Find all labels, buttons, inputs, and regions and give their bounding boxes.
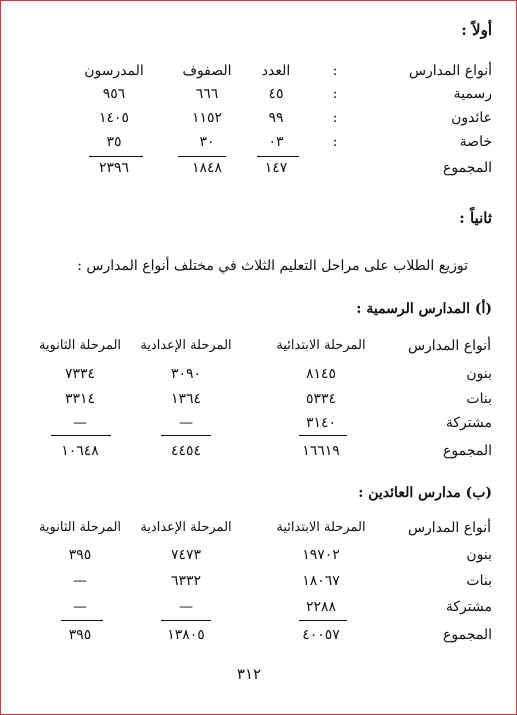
tableA-title: (أ) المدارس الرسمية :	[356, 301, 492, 317]
total-rule	[161, 620, 211, 621]
tableA-total-label: المجموع	[443, 443, 492, 459]
total-rule	[51, 435, 111, 436]
s1-row-sep: :	[332, 86, 338, 102]
tableB-row-label: مشتركة	[445, 599, 492, 615]
s1-total-teachers: ٢٣٩٦	[98, 160, 130, 176]
s1-header-type: أنواع المدارس	[408, 63, 492, 79]
total-rule	[161, 435, 211, 436]
s1-row-sep: :	[332, 134, 338, 150]
s1-row-label: عائدون	[451, 110, 492, 126]
tableB-title: (ب) مدارس العائدين :	[358, 485, 492, 501]
total-rule	[299, 435, 347, 436]
tableB-header-secondary: المرحلة الثانوية	[38, 520, 122, 535]
tableB-total-primary: ٤٠٠٥٧	[302, 627, 340, 643]
tableA-row-primary: ٨١٤٥	[305, 366, 337, 382]
tableB-row-label: بنات	[466, 573, 492, 589]
tableA-row-secondary: ٧٣٣٤	[64, 366, 96, 382]
tableA-total-primary: ١٦٦١٩	[302, 443, 340, 459]
s1-row-teachers: ١٤٠٥	[98, 110, 130, 126]
tableA-row-prep: —	[179, 415, 193, 431]
s1-row-classes: ٦٦٦	[195, 86, 219, 102]
tableB-row-prep: ٧٤٧٣	[170, 547, 202, 563]
total-rule	[257, 156, 299, 157]
s1-row-teachers: ٩٥٦	[102, 86, 126, 102]
tableA-header-prep: المرحلة الإعدادية	[140, 338, 232, 353]
tableA-row-prep: ١٣٦٤	[170, 391, 202, 407]
tableA-row-label: بنات	[466, 391, 492, 407]
tableB-header-type: أنواع المدارس	[407, 520, 491, 536]
tableB-row-prep: ٦٣٣٢	[170, 573, 202, 589]
tableB-total-prep: ١٣٨٠٥	[167, 627, 205, 643]
tableB-header-primary: المرحلة الابتدائية	[276, 520, 366, 535]
tableA-total-prep: ٤٤٥٤	[170, 443, 202, 459]
s1-row-label: رسمية	[453, 86, 492, 102]
s1-total-label: المجموع	[443, 160, 492, 176]
s1-row-count: ٠٣	[268, 134, 284, 150]
tableB-row-primary: ١٩٧٠٢	[302, 547, 340, 563]
tableB-row-primary: ١٨٠٦٧	[302, 573, 340, 589]
tableA-total-secondary: ١٠٦٤٨	[61, 443, 99, 459]
tableB-row-secondary: —	[73, 599, 87, 615]
s1-row-label: خاصة	[459, 134, 492, 150]
s1-total-count: ١٤٧	[264, 160, 288, 176]
total-rule	[61, 620, 103, 621]
tableA-row-label: بنون	[466, 366, 492, 382]
tableA-header-secondary: المرحلة الثانوية	[38, 338, 122, 353]
tableB-row-secondary: —	[73, 573, 87, 589]
tableB-total-secondary: ٣٩٥	[68, 627, 92, 643]
s1-row-classes: ٣٠	[199, 134, 215, 150]
tableB-row-primary: ٢٢٨٨	[305, 599, 337, 615]
tableA-row-prep: ٣٠٩٠	[170, 366, 202, 382]
tableB-header-prep: المرحلة الإعدادية	[140, 520, 232, 535]
tableA-row-primary: ٣١٤٠	[305, 415, 337, 431]
s1-row-sep: :	[332, 110, 338, 126]
s1-header-classes: الصفوف	[182, 63, 232, 79]
tableA-row-label: مشتركة	[445, 415, 492, 431]
s1-header-teachers: المدرسون	[84, 63, 144, 79]
s1-row-classes: ١١٥٢	[191, 110, 223, 126]
s1-row-count: ٩٩	[268, 110, 284, 126]
tableA-row-secondary: —	[73, 415, 87, 431]
section1-heading: أولاً :	[461, 21, 492, 39]
page-number: ٣١٢	[236, 665, 262, 683]
s1-row-count: ٤٥	[268, 86, 284, 102]
s1-row-teachers: ٣٥	[106, 134, 122, 150]
tableA-header-primary: المرحلة الابتدائية	[276, 338, 366, 353]
s1-total-classes: ١٨٤٨	[191, 160, 223, 176]
s1-header-sep: :	[332, 63, 338, 79]
tableB-row-label: بنون	[466, 547, 492, 563]
total-rule	[89, 156, 143, 157]
total-rule	[299, 620, 347, 621]
tableB-total-label: المجموع	[443, 627, 492, 643]
s1-header-count: العدد	[261, 63, 291, 79]
tableA-row-primary: ٥٣٣٤	[305, 391, 337, 407]
section2-intro: توزيع الطلاب على مراحل التعليم الثلاث في مختلف أنواع المدارس :	[77, 258, 468, 274]
total-rule	[178, 156, 226, 157]
tableA-row-secondary: ٣٣١٤	[64, 391, 96, 407]
tableA-header-type: أنواع المدارس	[407, 338, 491, 354]
tableB-row-secondary: ٣٩٥	[68, 547, 92, 563]
tableB-row-prep: —	[179, 599, 193, 615]
section2-heading: ثانياً :	[459, 209, 492, 227]
